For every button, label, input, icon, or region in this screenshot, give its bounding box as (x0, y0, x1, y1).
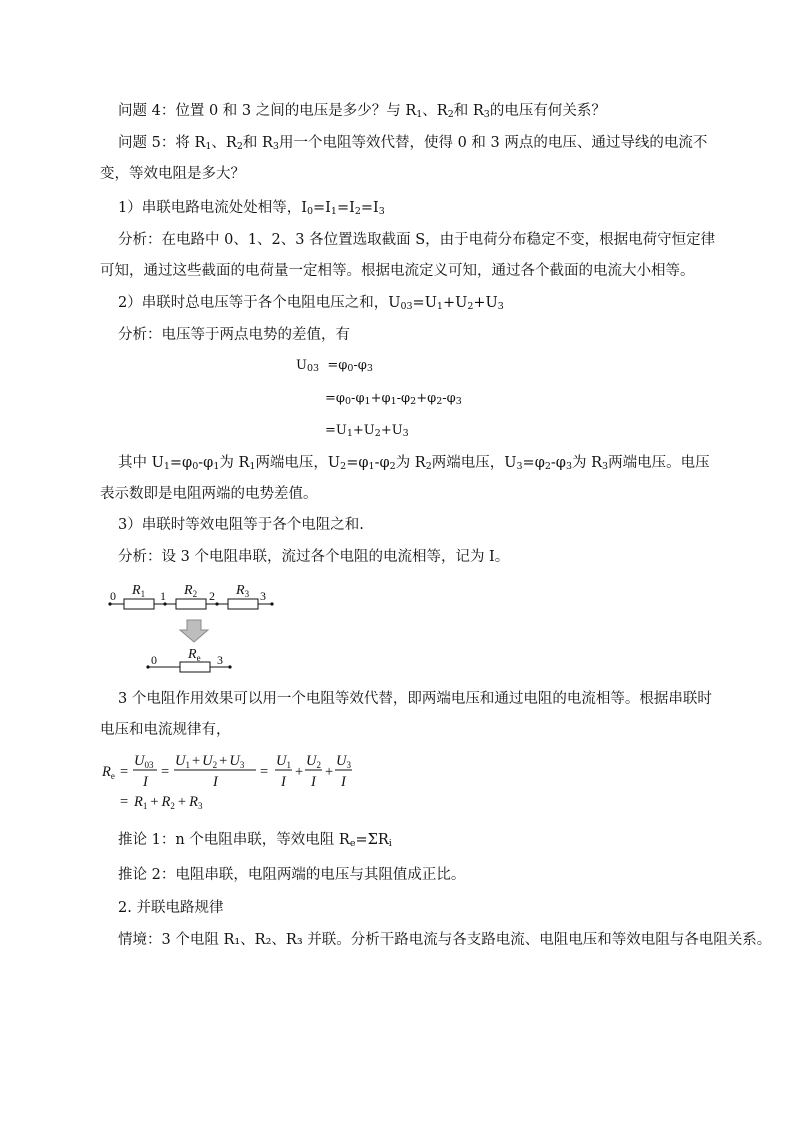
formula-u3: $U_3$ (336, 753, 351, 770)
node-label-2: 2 (209, 589, 215, 603)
equation-line-2: $=\varphi_0-\varphi_1+\varphi_1-\varphi_2+\varphi_2-\varphi_3$ (325, 391, 462, 407)
node-dot-eq-0 (146, 665, 149, 668)
formula-re-lhs: $R_e$ (102, 764, 115, 781)
resistor-r3 (228, 599, 258, 609)
resistor-label-re: $R_e$ (188, 647, 201, 663)
formula-eq-2: = (161, 764, 170, 780)
statement-series-voltage: 2）串联时总电压等于各个电阻电压之和，$U_{03}=U_1+U_2+U_3$ (118, 295, 504, 312)
node-label-0: 0 (110, 589, 116, 603)
resistor-label-r1: $R_1$ (132, 583, 146, 599)
formula-sum-numerator: $U_1 + U_2 + U_3$ (175, 753, 245, 770)
equivalent-resistance-text: 3 个电阻作用效果可以用一个电阻等效代替，即两端电压和通过电阻的电流相等。根据串联时电压和电流规律有， (100, 691, 712, 738)
node-label-3: 3 (260, 589, 266, 603)
formula-eq-4: = (120, 794, 129, 810)
question-4: 问题 4：位置 0 和 3 之间的电压是多少？与 $R_1$、$R_2$和 $R_3$的电压有何关系？ (118, 103, 606, 120)
node-label-eq-0: 0 (151, 653, 157, 667)
analysis-current: 分析：在电路中 0、1、2、3 各位置选取截面 S，由于电荷分布稳定不变，根据电荷守恒定律可知，通过这些截面的电荷量一定相等。根据电流定义可知，通过各个截面的电流大小相等。 (100, 232, 716, 279)
formula-u03: $U_{03}$ (134, 753, 154, 770)
equation-line-3: $=U_1+U_2+U_3$ (325, 423, 409, 439)
down-arrow-icon (180, 620, 208, 642)
series-circuit-diagram (100, 572, 300, 680)
resistor-r1 (124, 599, 154, 609)
analysis-resistance: 分析：设 3 个电阻串联，流过各个电阻的电流相等，记为 I。 (118, 549, 510, 565)
formula-r-sum: $R_1 + R_2 + R_3$ (134, 794, 203, 811)
formula-i-4: I (311, 774, 316, 790)
resistor-r2 (176, 599, 206, 609)
node-label-1: 1 (160, 589, 166, 603)
question-5: 问题 5：将 $R_1$、$R_2$和 $R_3$用一个电阻等效代替，使得 0 和 3 两点的电压、通过导线的电流不变，等效电阻是多大？ (100, 135, 708, 182)
formula-u2: $U_2$ (306, 753, 321, 770)
formula-i-2: I (213, 774, 218, 790)
node-dot-3 (270, 602, 273, 605)
formula-i-3: I (281, 774, 286, 790)
node-label-eq-3: 3 (217, 653, 223, 667)
formula-i-5: I (341, 774, 346, 790)
formula-plus-1: + (295, 764, 304, 780)
scenario-parallel: 情境：3 个电阻 R₁、R₂、R₃ 并联。分析干路电流与各支路电流、电阻电压和等效电阻与各电阻关系。 (118, 932, 772, 948)
node-dot-eq-3 (228, 665, 231, 668)
corollary-1: 推论 1：n 个电阻串联，等效电阻 $R_e=\Sigma R_i$ (118, 832, 392, 849)
resistor-label-r2: $R_2$ (184, 583, 198, 599)
corollary-2: 推论 2：电阻串联，电阻两端的电压与其阻值成正比。 (118, 867, 466, 883)
formula-eq-1: = (120, 764, 129, 780)
formula-plus-2: + (325, 764, 334, 780)
statement-series-resistance: 3）串联时等效电阻等于各个电阻之和. (118, 517, 364, 533)
formula-u1: $U_1$ (276, 753, 291, 770)
node-dot-2 (215, 602, 218, 605)
analysis-voltage: 分析：电压等于两点电势的差值，有 (118, 327, 350, 343)
analysis-voltage-explanation: 其中 $U_1=\varphi_0-\varphi_1$为 $R_1$两端电压，$U_2=\varphi_1-\varphi_2$为 $R_2$两端电压，$U_3=\varphi_2-\varphi_3$为 $R_3$两端电压。电压表示数即是电阻两端的电势差值。 (100, 455, 710, 502)
equation-line-1: $U_{03} =\varphi_0-\varphi_3$ (296, 358, 373, 374)
section-heading-parallel: 2. 并联电路规律 (118, 900, 224, 916)
formula-eq-3: = (260, 764, 269, 780)
resistor-re (180, 662, 210, 672)
statement-series-current: 1）串联电路电流处处相等，$I_0=I_1=I_2=I_3$ (118, 200, 385, 217)
equivalent-resistance-formula (100, 748, 380, 814)
formula-i-1: I (143, 774, 148, 790)
resistor-label-r3: $R_3$ (236, 583, 250, 599)
